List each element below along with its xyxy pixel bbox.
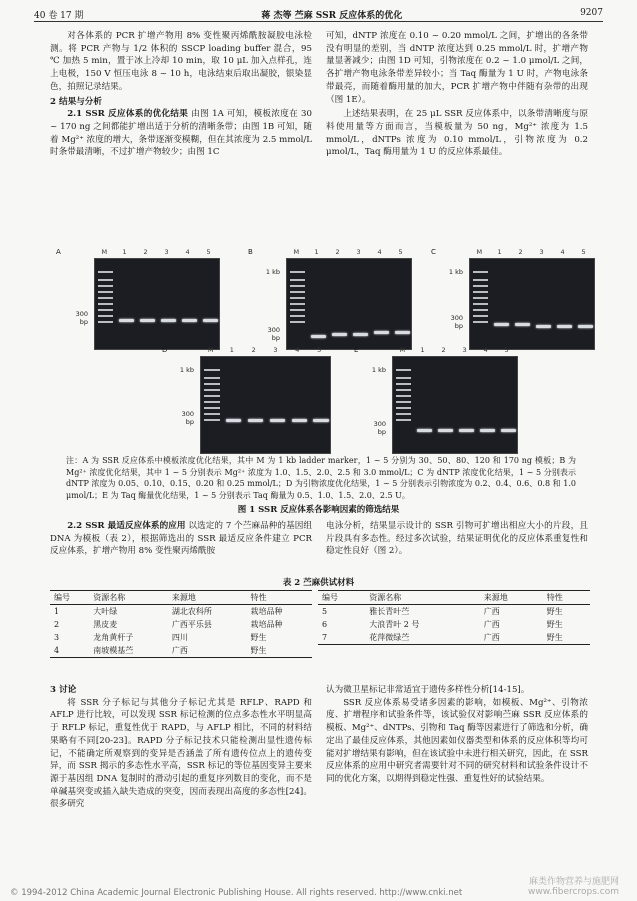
- table-row: [50, 631, 312, 644]
- ladder-band: [396, 407, 411, 409]
- discussion-continued: 认为微卫星标记非常适宜于遗传多样性分析[14-15]。: [326, 685, 530, 695]
- lane-label: 5: [504, 346, 509, 354]
- table-cell: 野生: [546, 607, 563, 616]
- lane-label: 3: [356, 248, 361, 256]
- lane-label: 3: [164, 248, 169, 256]
- dna-band: [353, 333, 368, 336]
- dna-band: [395, 331, 410, 334]
- figure-1-title: 图 1 SSR 反应体系各影响因素的筛选结果: [237, 505, 400, 515]
- table-cell: 花萍微绿苎: [365, 631, 480, 645]
- lane-label: 4: [185, 248, 190, 256]
- table-cell: 栽培品种: [250, 607, 283, 616]
- table-row: [318, 631, 590, 645]
- gel-panel-c: [431, 248, 595, 352]
- figure-1-gels: [0, 248, 637, 458]
- table-header-cell: 编号: [318, 591, 365, 605]
- dna-band: [515, 323, 530, 326]
- discussion-left: [50, 684, 312, 811]
- table-row: [318, 605, 590, 619]
- ladder-band: [290, 321, 305, 323]
- lane-label: 5: [317, 346, 322, 354]
- size-marker-label: 1 kb: [179, 366, 194, 374]
- section-2-2-right: [326, 520, 588, 558]
- lane-label: 1: [122, 248, 127, 256]
- ladder-band: [98, 279, 113, 281]
- table-cell: 大浪青叶 2 号: [369, 620, 420, 629]
- ladder-band: [396, 377, 411, 379]
- ladder-band: [396, 395, 411, 397]
- table-row: [50, 618, 312, 631]
- size-marker-label: 300 bp: [373, 420, 386, 436]
- gel-panel-label: C: [431, 248, 436, 256]
- ladder-band: [473, 315, 488, 317]
- lane-label: 5: [581, 248, 586, 256]
- table-row: [318, 618, 590, 631]
- gel-panel-a: [56, 248, 220, 352]
- table-header-cell: 资源名称: [365, 591, 480, 605]
- table-cell: 南坡模基苎: [89, 644, 168, 658]
- header-volume: 40 卷 17 期: [34, 11, 84, 21]
- lane-label: 4: [377, 248, 382, 256]
- table-cell: 广西: [483, 607, 500, 616]
- section-2-1-text: 由图 1A 可知，模板浓度在 30 ~ 170 ng 之间都能扩增出适于分析的清晰条带；由图 1B 可知，随着 Mg²⁺ 浓度的增大，条带逐渐变模糊，但在其浓度为 2.5 mmol/L 时条带最清晰，不过扩增产物较少；由图 1C: [50, 109, 312, 158]
- ladder-band: [290, 291, 305, 293]
- lane-label: 3: [273, 346, 278, 354]
- dna-band: [161, 319, 176, 322]
- lane-label: M: [399, 346, 406, 354]
- gel-panel-label: D: [162, 346, 168, 354]
- watermark-line: www.fibercrops.com: [528, 887, 619, 897]
- table-cell: 栽培品种: [250, 620, 283, 629]
- lane-label: M: [293, 248, 300, 256]
- ladder-band: [204, 383, 219, 385]
- size-marker-label: 300 bp: [450, 314, 463, 330]
- ladder-band: [396, 401, 411, 403]
- lane-label: 1: [314, 248, 319, 256]
- table-cell: 5: [322, 607, 328, 616]
- table-cell: 野生: [246, 644, 312, 658]
- ladder-band: [396, 369, 411, 371]
- dna-band: [332, 333, 347, 336]
- gel-panel-label: B: [248, 248, 253, 256]
- lane-label: 1: [420, 346, 425, 354]
- lane-label: 2: [441, 346, 446, 354]
- table-cell: 四川: [171, 633, 188, 642]
- table-header-cell: 特性: [543, 591, 590, 605]
- dna-band: [182, 319, 197, 322]
- lane-label: 2: [143, 248, 148, 256]
- ladder-band: [473, 321, 488, 323]
- lane-label: 1: [229, 346, 234, 354]
- ladder-band: [290, 309, 305, 311]
- ladder-band: [204, 395, 219, 397]
- size-marker-label: 300 bp: [267, 326, 280, 342]
- ladder-band: [204, 377, 219, 379]
- table-cell: 野生: [250, 633, 267, 642]
- gel-image: [469, 258, 595, 350]
- ladder-band: [204, 401, 219, 403]
- gel-panel-b: [248, 248, 412, 352]
- table-cell: 3: [54, 633, 60, 642]
- table-cell: 广西: [480, 631, 543, 645]
- table-cell: 7: [318, 631, 365, 645]
- size-marker-label: 1 kb: [265, 268, 280, 276]
- lane-label: 5: [398, 248, 403, 256]
- table-cell: 龙角黄杆子: [93, 633, 134, 642]
- ladder-band: [98, 303, 113, 305]
- table-cell: 大叶绿: [93, 607, 118, 616]
- table-header-cell: 来源地: [168, 591, 247, 605]
- table-2-right: [318, 590, 590, 645]
- ladder-band: [396, 419, 411, 421]
- lane-label: 2: [335, 248, 340, 256]
- size-marker-label: 1 kb: [448, 268, 463, 276]
- figure-1-caption: 注：A 为 SSR 反应体系中模板浓度优化结果，其中 M 为 1 kb ladder marker，1 ~ 5 分别为 30、50、80、120 和 170 ng 模板；B 为 Mg²⁺ 浓度优化结果，其中 1 ~ 5 分别表示 Mg²⁺ 浓度为 1.0、1.5、2.0、2.5 和 3.0 mmol/L；C 为 dNTP 浓度优化结果，1 ~ 5 分别表示 dNTP 浓度为 0.05、0.10、0.15、0.20 和 0.25 mmol/L；D 为引物浓度优化结果，1 ~ 5 分别表示引物浓度为 0.2、0.4、0.6、0.8 和 1.0 μmol/L；E 为 Taq 酶量优化结果，1 ~ 5 分别表示 Taq 酶量为 0.5、1.0、1.5、2.0、2.5 U。: [66, 456, 576, 500]
- ladder-band: [473, 279, 488, 281]
- ladder-band: [396, 383, 411, 385]
- header-page-number: 9207: [580, 8, 603, 18]
- ladder-band: [473, 271, 488, 273]
- table-header-cell: 特性: [246, 591, 312, 605]
- ladder-band: [290, 271, 305, 273]
- dna-band: [292, 419, 307, 422]
- results-continued: 可知，dNTP 浓度在 0.10 ~ 0.20 mmol/L 之间，扩增出的各条带没有明显的差别，当 dNTP 浓度达到 0.25 mmol/L 时，扩增产物量显著减少；由图 1D 可知，引物浓度在 0.2 ~ 1.0 μmol/L 之间，各扩增产物电泳条带差异较小；当 Taq 酶量为 1 U 时，产物电泳条带最亮，而随着酶用量的加大，PCR 扩增产物中伴随有杂带的出现（图 1E）。: [326, 31, 588, 105]
- dna-band: [248, 419, 263, 422]
- ladder-band: [98, 271, 113, 273]
- section-3-heading: 3 讨论: [50, 685, 77, 695]
- table-cell: 野生: [543, 631, 590, 645]
- table-cell: 湖北农科所: [171, 607, 212, 616]
- watermark: [528, 877, 619, 897]
- lane-label: 2: [251, 346, 256, 354]
- ladder-band: [98, 297, 113, 299]
- watermark-line: 麻类作物营养与施肥网: [528, 877, 619, 887]
- discussion-paragraph-1: 将 SSR 分子标记与其他分子标记尤其是 RFLP、RAPD 和 AFLP 进行比较，可以发现 SSR 标记检测的位点多态性水平明显高于 RFLP 标记，重复性优于 RAPD，与 AFLP 相比，不同的材料结果略有不同[20-23]。RAPD 分子标记技术只能检测出显性遗传标记，不能确定所观察到的变异是否涵盖了所有遗传位点上的遗传变异，而 SSR 揭示的多态性水平高，SSR 标记的等位基因变异主要来源于基因组 DNA 复制时的滑动引起的重复序列数目的变化，而不是单碱基突变或插入缺失造成的突变，因而表现出高度的多态性[24]。很多研究: [50, 697, 312, 810]
- ladder-band: [204, 419, 219, 421]
- lane-label: 3: [462, 346, 467, 354]
- ladder-band: [396, 389, 411, 391]
- table-cell: 2: [54, 620, 60, 629]
- ladder-band: [98, 315, 113, 317]
- table-cell: 广西: [168, 644, 247, 658]
- table-header-cell: 来源地: [480, 591, 543, 605]
- methods-paragraph: 对各体系的 PCR 扩增产物用 8% 变性聚丙烯酰胺凝胶电泳检测。将 PCR 产物与 1/2 体积的 SSCP loading buffer 混合，95 ℃ 加热 5 min，置于冰上冷却 10 min，取 10 μL 加入点样孔，连上电极，150 V 恒压电泳 8 ~ 10 h，电泳结束后取出凝胶，银染显色，拍照记录结果。: [50, 31, 312, 92]
- ladder-band: [396, 413, 411, 415]
- section-2-1-heading: 2.1 SSR 反应体系的优化结果: [67, 109, 189, 120]
- ladder-band: [204, 389, 219, 391]
- gel-image: [286, 258, 412, 350]
- ladder-band: [290, 315, 305, 317]
- table-cell: 广西平乐县: [171, 620, 212, 629]
- ladder-band: [98, 309, 113, 311]
- lane-label: 4: [483, 346, 488, 354]
- dna-band: [501, 429, 516, 432]
- table-row: [50, 605, 312, 619]
- ladder-band: [473, 309, 488, 311]
- ladder-band: [473, 285, 488, 287]
- discussion-paragraph-2: SSR 反应体系易受诸多因素的影响，如模板、Mg²⁺、引物浓度、扩增程序和试验条件等，该试验仅对影响苎麻 SSR 反应体系的模板、Mg²⁺、dNTPs、引物和 Taq 酶等因素进行了筛选和分析，确定出了最佳反应体系，其他因素如仪器类型和体系的反应体积等均可能对扩增结果有影响，但在该试验中未进行相关研究，因此，在 SSR 反应体系的应用中研究者需要针对不同的研究材料和试验条件设计不同的优化方案，以期得到稳定性强、重复性好的试验结果。: [326, 697, 588, 784]
- section-2-2-heading: 2.2 SSR 最适反应体系的应用: [67, 521, 186, 531]
- dna-band: [226, 419, 241, 422]
- dna-band: [578, 325, 593, 328]
- table-2-left: [50, 590, 312, 658]
- gel-image: [200, 356, 331, 454]
- ladder-band: [290, 279, 305, 281]
- header-title: 蒋 杰等 苎麻 SSR 反应体系的优化: [261, 11, 403, 21]
- lane-label: 3: [539, 248, 544, 256]
- dna-band: [311, 335, 326, 338]
- table-cell: 雅长青叶苎: [369, 607, 410, 616]
- ladder-band: [473, 291, 488, 293]
- results-summary: 上述结果表明，在 25 μL SSR 反应体系中，以条带清晰度与原料使用量等方面而言，当模板量为 50 ng，Mg²⁺ 浓度为 1.5 mmol/L，dNTPs 浓度为 0.10 mmol/L，引物浓度为 0.2 μmol/L，Taq 酶用量为 1 U 的反应体系最佳。: [326, 109, 588, 158]
- ladder-band: [204, 369, 219, 371]
- gel-panel-d: [162, 346, 331, 456]
- lane-label: M: [207, 346, 214, 354]
- dna-band: [536, 325, 551, 328]
- lane-label: 5: [206, 248, 211, 256]
- dna-band: [417, 429, 432, 432]
- table-cell: 广西: [483, 620, 500, 629]
- size-marker-label: 300 bp: [75, 310, 88, 326]
- gel-image: [392, 356, 518, 454]
- ladder-band: [204, 407, 219, 409]
- gel-panel-label: A: [56, 248, 61, 256]
- table-cell: 6: [322, 620, 328, 629]
- dna-band: [438, 429, 453, 432]
- discussion-right: [326, 684, 588, 786]
- table-header-cell: 编号: [50, 591, 89, 605]
- lane-label: 4: [560, 248, 565, 256]
- ladder-band: [204, 413, 219, 415]
- dna-band: [270, 419, 285, 422]
- table-cell: 1: [54, 607, 60, 616]
- dna-band: [374, 331, 389, 334]
- table-row: [50, 644, 312, 658]
- ladder-band: [290, 285, 305, 287]
- lane-label: 1: [497, 248, 502, 256]
- dna-band: [557, 325, 572, 328]
- gel-image: [94, 258, 220, 350]
- size-marker-label: 1 kb: [371, 366, 386, 374]
- ladder-band: [98, 285, 113, 287]
- right-column-top: [326, 30, 588, 159]
- copyright-footer: © 1994-2012 China Academic Journal Electronic Publishing House. All rights reserved. http://www.cnki.net: [10, 888, 463, 898]
- ladder-band: [98, 291, 113, 293]
- section-2-heading: 2 结果与分析: [50, 96, 102, 107]
- lane-label: 2: [518, 248, 523, 256]
- ladder-band: [290, 303, 305, 305]
- dna-band: [480, 429, 495, 432]
- section-2-2-left: [50, 520, 312, 558]
- ladder-band: [473, 303, 488, 305]
- gel-panel-e: [354, 346, 518, 456]
- lane-label: 4: [295, 346, 300, 354]
- gel-panel-label: E: [354, 346, 359, 354]
- size-marker-label: 300 bp: [181, 410, 194, 426]
- dna-band: [203, 319, 218, 322]
- dna-band: [313, 419, 328, 422]
- table-2-title: 表 2 苎麻供试材料: [282, 578, 355, 588]
- left-column-top: [50, 30, 312, 159]
- lane-label: M: [476, 248, 483, 256]
- ladder-band: [98, 321, 113, 323]
- running-header: [34, 8, 603, 22]
- dna-band: [119, 319, 134, 322]
- ladder-band: [290, 297, 305, 299]
- lane-label: M: [101, 248, 108, 256]
- ladder-band: [473, 297, 488, 299]
- table-cell: 黑皮麦: [93, 620, 118, 629]
- section-2-2-text: 以选定的 7 个苎麻品种的基因组 DNA 为模板（表 2），根据筛选出的 SSR 最适反应条件建立 PCR 反应体系，扩增产物用 8% 变性聚丙烯酰胺: [50, 521, 313, 557]
- dna-band: [494, 323, 509, 326]
- table-cell: 野生: [546, 620, 563, 629]
- table-cell: 4: [50, 644, 89, 658]
- dna-band: [459, 429, 474, 432]
- table-header-cell: 资源名称: [89, 591, 168, 605]
- dna-band: [140, 319, 155, 322]
- section-2-2-continued: 电泳分析，结果显示设计的 SSR 引物可扩增出相应大小的片段，且片段具有多态性。经过多次试验，结果证明优化的反应体系重复性和稳定性良好（图 2）。: [326, 521, 588, 557]
